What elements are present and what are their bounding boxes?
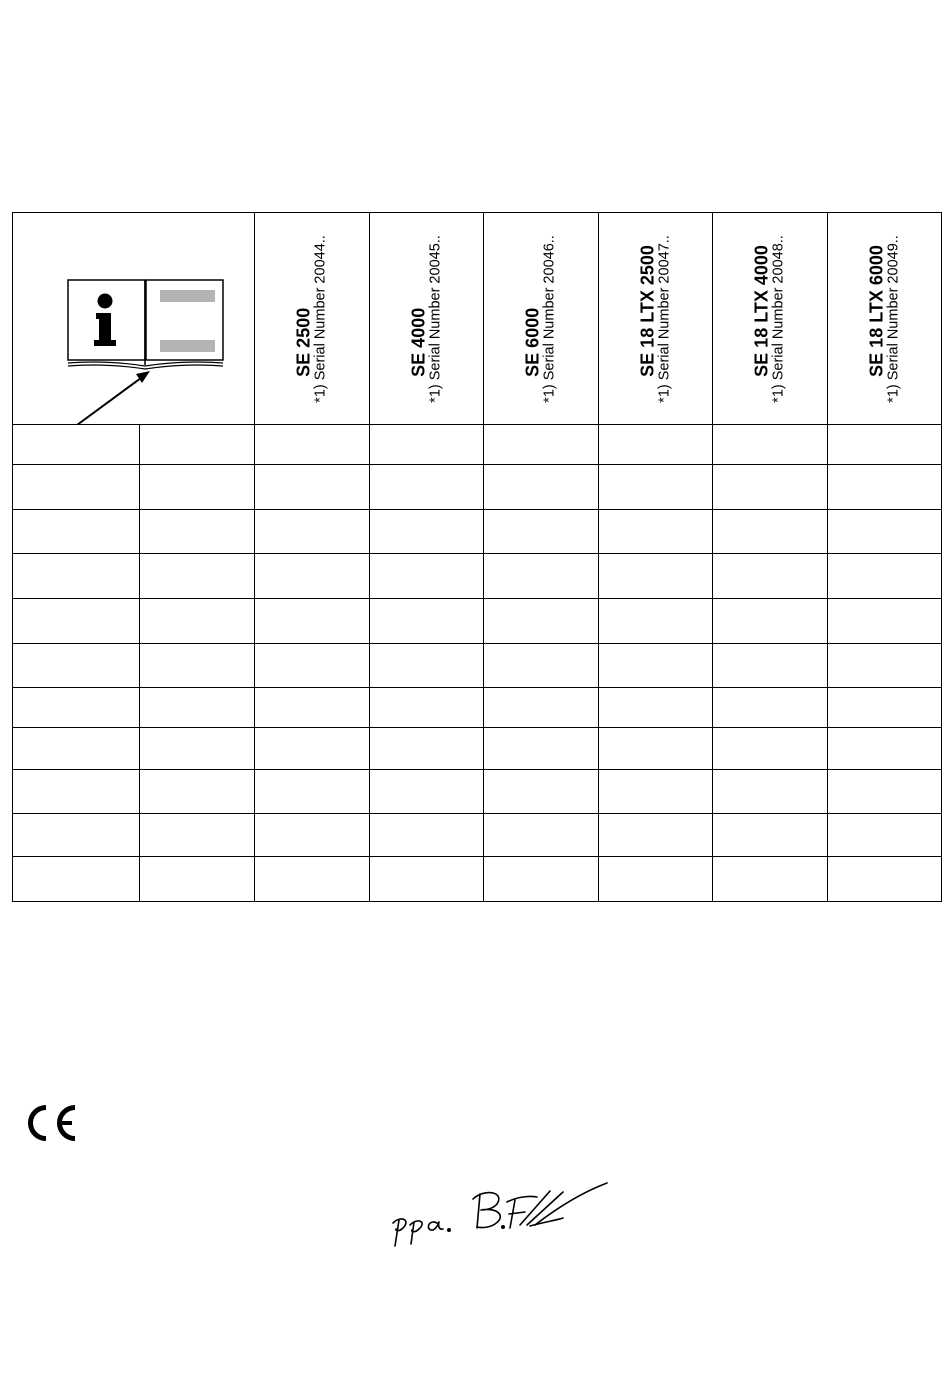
table-cell	[828, 857, 942, 902]
model-header-cell	[255, 213, 370, 425]
table-cell	[255, 510, 370, 554]
table-cell	[484, 465, 599, 510]
table-cell	[828, 599, 942, 644]
model-name: SE 18 LTX 2500	[636, 244, 657, 377]
model-name: SE 18 LTX 6000	[865, 244, 886, 377]
model-name: SE 6000	[522, 307, 543, 377]
table-cell	[13, 728, 140, 770]
model-name: SE 18 LTX 4000	[751, 244, 772, 377]
table-cell	[255, 644, 370, 688]
model-name: SE 2500	[293, 307, 314, 377]
table-cell	[255, 554, 370, 599]
table-cell	[140, 770, 255, 814]
model-label	[294, 235, 329, 403]
table-cell	[828, 814, 942, 857]
table-cell	[370, 554, 484, 599]
table-cell	[255, 688, 370, 728]
table-cell	[484, 728, 599, 770]
table-cell	[484, 857, 599, 902]
table-cell	[370, 465, 484, 510]
table-cell	[484, 510, 599, 554]
signature	[385, 1178, 615, 1250]
table-cell	[140, 728, 255, 770]
table-cell	[484, 644, 599, 688]
table-cell	[599, 688, 713, 728]
table-cell	[599, 599, 713, 644]
table-cell	[255, 465, 370, 510]
table-cell	[255, 770, 370, 814]
table-row	[13, 814, 942, 857]
model-label	[752, 235, 787, 403]
table-row	[13, 770, 942, 814]
table-cell	[713, 814, 828, 857]
model-header-cell	[370, 213, 484, 425]
table-cell	[599, 425, 713, 465]
model-label	[638, 235, 673, 403]
model-label	[867, 235, 902, 403]
table-cell	[484, 554, 599, 599]
table-cell	[713, 728, 828, 770]
table-cell	[713, 770, 828, 814]
table-row	[13, 688, 942, 728]
table-cell	[370, 688, 484, 728]
table-cell	[13, 465, 140, 510]
table-cell	[599, 728, 713, 770]
table-row	[13, 510, 942, 554]
table-cell	[140, 644, 255, 688]
table-cell	[255, 814, 370, 857]
table-cell	[828, 688, 942, 728]
arrow-icon	[77, 371, 150, 425]
model-serial: *1) Serial Number 20047..	[656, 234, 673, 403]
table-cell	[484, 770, 599, 814]
table-row	[13, 857, 942, 902]
table-cell	[255, 857, 370, 902]
table-cell	[599, 770, 713, 814]
table-cell	[599, 814, 713, 857]
table-cell	[370, 510, 484, 554]
table-cell	[713, 425, 828, 465]
table-cell	[484, 688, 599, 728]
table-cell	[140, 510, 255, 554]
table-cell	[599, 510, 713, 554]
table-cell	[828, 510, 942, 554]
model-serial: *1) Serial Number 20046..	[541, 234, 558, 403]
table-cell	[713, 510, 828, 554]
table-cell	[140, 857, 255, 902]
table-cell	[828, 728, 942, 770]
table-cell	[13, 599, 140, 644]
model-serial: *1) Serial Number 20044..	[312, 234, 329, 403]
model-header-cell	[713, 213, 828, 425]
model-label	[409, 235, 444, 403]
table-row	[13, 599, 942, 644]
table-cell	[599, 554, 713, 599]
table-cell	[13, 644, 140, 688]
table-cell	[13, 510, 140, 554]
table-cell	[255, 728, 370, 770]
table-cell	[370, 857, 484, 902]
table-cell	[13, 814, 140, 857]
model-serial: *1) Serial Number 20049..	[885, 234, 902, 403]
table-cell	[140, 465, 255, 510]
table-row	[13, 728, 942, 770]
header-row	[13, 213, 942, 425]
table-cell	[140, 688, 255, 728]
table-cell	[484, 814, 599, 857]
table-cell	[484, 425, 599, 465]
table-row	[13, 465, 942, 510]
model-serial: *1) Serial Number 20045..	[427, 234, 444, 403]
table-cell	[140, 554, 255, 599]
table-cell	[713, 554, 828, 599]
table-cell	[370, 599, 484, 644]
table-cell	[599, 644, 713, 688]
table-cell	[370, 644, 484, 688]
model-header-cell	[599, 213, 713, 425]
table-cell	[828, 425, 942, 465]
table-cell	[828, 770, 942, 814]
table-cell	[713, 599, 828, 644]
table-cell	[140, 599, 255, 644]
ce-mark-icon	[22, 1104, 78, 1142]
table-cell	[484, 599, 599, 644]
table-cell	[713, 644, 828, 688]
table-cell	[370, 728, 484, 770]
table-cell	[713, 857, 828, 902]
table-cell	[713, 465, 828, 510]
table-cell	[370, 770, 484, 814]
table-cell	[13, 770, 140, 814]
model-label	[523, 235, 558, 403]
table-cell	[713, 688, 828, 728]
table-cell	[828, 465, 942, 510]
table-row	[13, 644, 942, 688]
table-cell	[828, 554, 942, 599]
table-row	[13, 425, 942, 465]
manual-icon-cell	[13, 213, 255, 425]
model-name: SE 4000	[407, 307, 428, 377]
table-cell	[13, 554, 140, 599]
table-cell	[828, 644, 942, 688]
table-cell	[370, 425, 484, 465]
model-header-cell	[828, 213, 942, 425]
info-manual-icon	[13, 213, 255, 425]
model-header-cell	[484, 213, 599, 425]
table-cell	[140, 814, 255, 857]
table-cell	[370, 814, 484, 857]
table-cell	[140, 425, 255, 465]
table-row	[13, 554, 942, 599]
table-cell	[599, 857, 713, 902]
table-cell	[599, 465, 713, 510]
table-cell	[13, 688, 140, 728]
declaration-table	[12, 212, 942, 902]
model-serial: *1) Serial Number 20048..	[770, 234, 787, 403]
table-cell	[13, 857, 140, 902]
table-cell	[255, 425, 370, 465]
table-cell	[255, 599, 370, 644]
table-cell	[13, 425, 140, 465]
